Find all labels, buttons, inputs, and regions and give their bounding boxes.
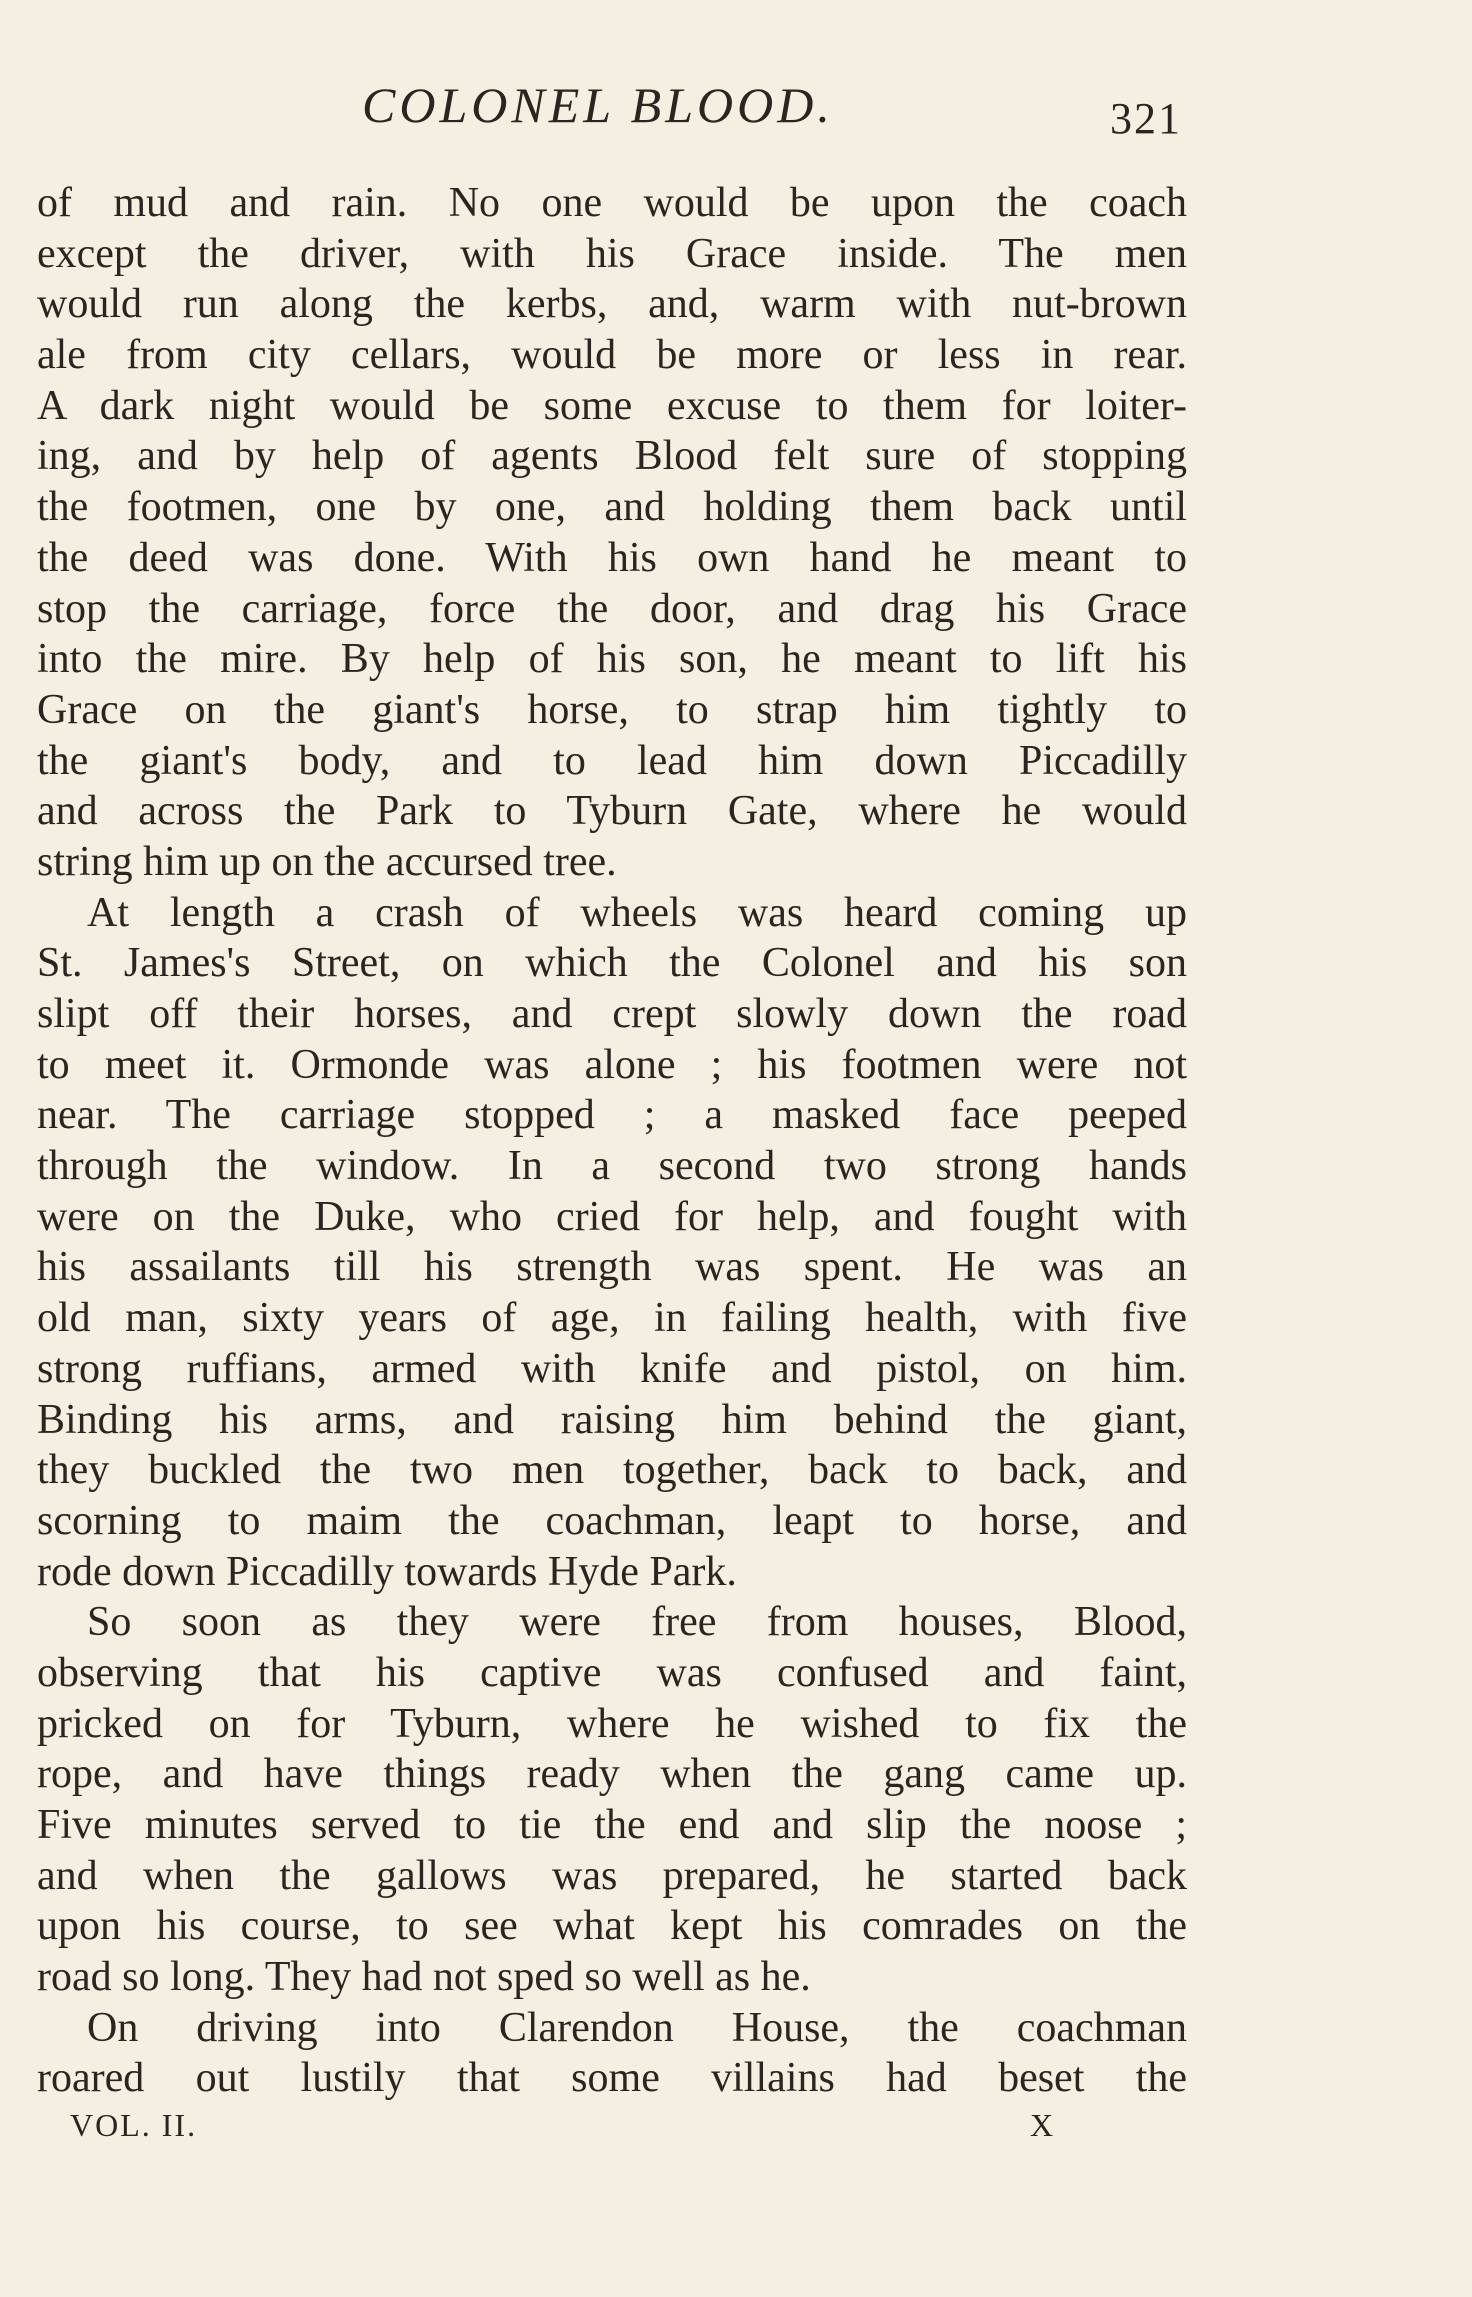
text-line: observing that his captive was confused and faint,	[37, 1649, 1187, 1696]
text-line: and when the gallows was prepared, he started back	[37, 1852, 1187, 1899]
text-line: except the driver, with his Grace inside. The men	[37, 230, 1187, 277]
text-line: upon his course, to see what kept his comrades on the	[37, 1903, 1187, 1950]
text-line: pricked on for Tyburn, where he wished to fix the	[37, 1700, 1187, 1747]
text-line: were on the Duke, who cried for help, and fought with	[37, 1193, 1187, 1240]
text-line: rope, and have things ready when the gang came up.	[37, 1751, 1187, 1798]
text-line: scorning to maim the coachman, leapt to horse, and	[37, 1497, 1187, 1544]
text-line: into the mire. By help of his son, he meant to lift his	[37, 636, 1187, 683]
text-line: ing, and by help of agents Blood felt sure of stopping	[37, 433, 1187, 480]
text-line: At length a crash of wheels was heard coming up	[87, 889, 1187, 936]
text-line: Grace on the giant's horse, to strap him tightly to	[37, 686, 1187, 733]
text-line: old man, sixty years of age, in failing health, with five	[37, 1295, 1187, 1342]
page-number: 321	[1110, 94, 1182, 143]
text-line: they buckled the two men together, back to back, and	[37, 1447, 1187, 1494]
text-line: rode down Piccadilly towards Hyde Park.	[37, 1548, 737, 1595]
text-line: Binding his arms, and raising him behind the giant,	[37, 1396, 1187, 1443]
text-line: string him up on the accursed tree.	[37, 838, 617, 885]
running-title: COLONEL BLOOD.	[362, 77, 834, 133]
page-footer	[0, 2100, 1472, 2150]
text-line: near. The carriage stopped ; a masked face peeped	[37, 1092, 1187, 1139]
body-text	[37, 178, 1187, 2104]
text-line: Five minutes served to tie the end and slip the noose ;	[37, 1802, 1187, 1848]
running-head	[0, 70, 1472, 143]
text-line: the giant's body, and to lead him down Piccadilly	[37, 737, 1187, 784]
text-line: So soon as they were free from houses, Blood,	[87, 1599, 1187, 1646]
text-line: through the window. In a second two strong hands	[37, 1143, 1187, 1190]
text-line: stop the carriage, force the door, and drag his Grace	[37, 585, 1187, 632]
text-line: his assailants till his strength was spent. He was an	[37, 1244, 1187, 1291]
text-line: the footmen, one by one, and holding them back until	[37, 484, 1187, 531]
text-line: slipt off their horses, and crept slowly down the road	[37, 991, 1187, 1037]
text-line: On driving into Clarendon House, the coachman	[87, 2004, 1187, 2051]
text-line: St. James's Street, on which the Colonel and his son	[37, 940, 1187, 987]
text-line: road so long. They had not sped so well as he.	[37, 1954, 811, 2001]
text-line: strong ruffians, armed with knife and pistol, on him.	[37, 1345, 1187, 1392]
text-line: ale from city cellars, would be more or less in rear.	[37, 332, 1187, 379]
text-line: roared out lustily that some villains had beset the	[37, 2055, 1187, 2102]
text-line: of mud and rain. No one would be upon the coach	[37, 180, 1187, 226]
text-line: A dark night would be some excuse to them for loiter-	[37, 382, 1187, 429]
text-line: the deed was done. With his own hand he meant to	[37, 534, 1187, 581]
text-line: to meet it. Ormonde was alone ; his footmen were not	[37, 1041, 1187, 1088]
text-line: and across the Park to Tyburn Gate, where he would	[37, 788, 1187, 835]
text-line: would run along the kerbs, and, warm with nut-brown	[37, 281, 1187, 328]
signature-mark: X	[1030, 2107, 1054, 2143]
volume-mark: VOL. II.	[70, 2107, 198, 2143]
